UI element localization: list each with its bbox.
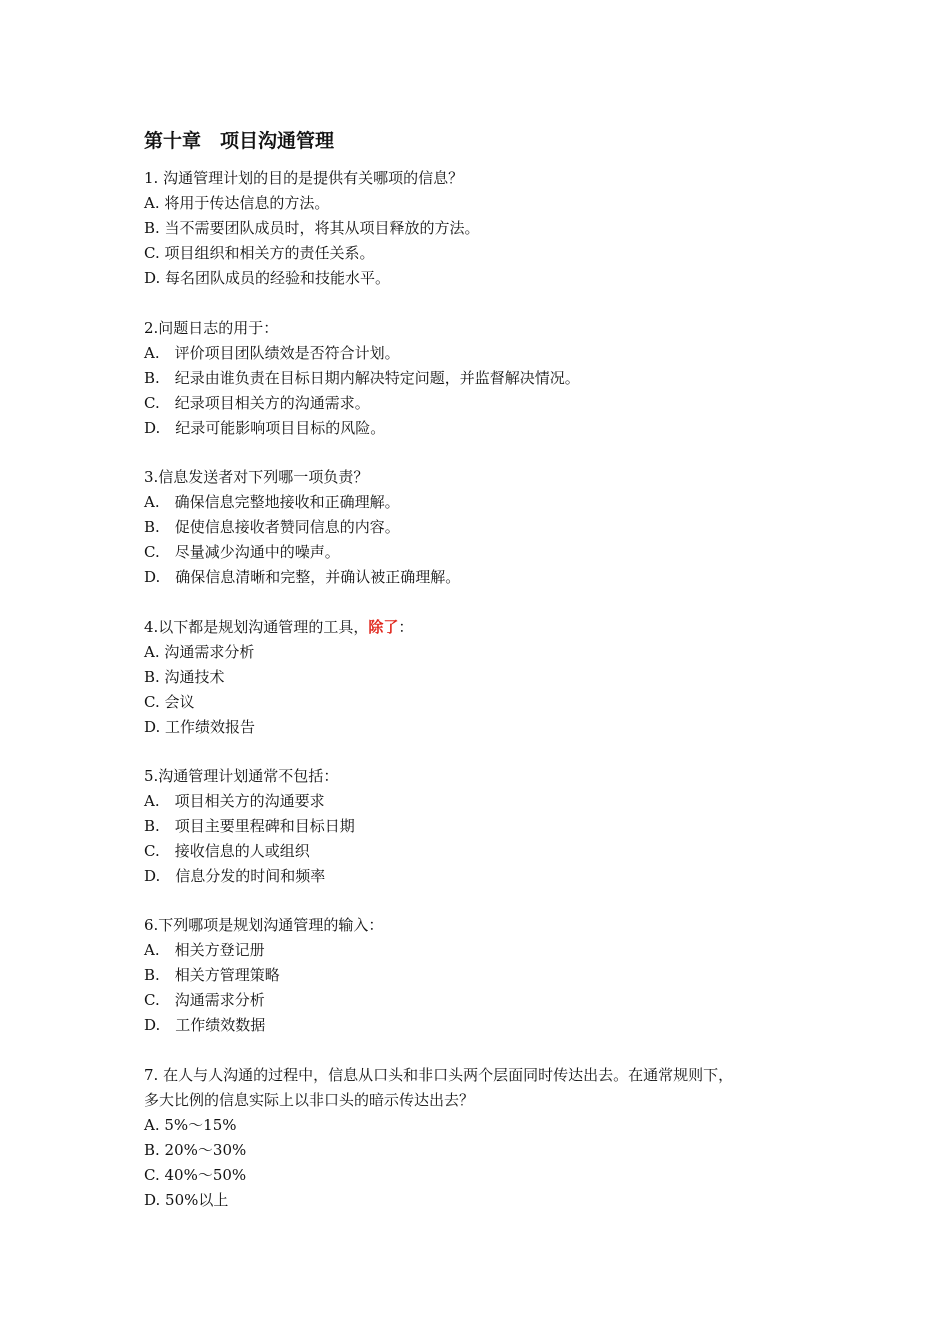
option-b: B. 20%～30% [144, 1141, 247, 1159]
option-a: A. 确保信息完整地接收和正确理解。 [144, 493, 400, 511]
question-stem: 3.信息发送者对下列哪一项负责？ [144, 468, 369, 486]
option-d: D. 50%以上 [144, 1191, 229, 1209]
option-c: C. 40%～50% [144, 1166, 247, 1184]
question-stem: 5.沟通管理计划通常不包括： [144, 767, 339, 785]
option-a: A. 项目相关方的沟通要求 [144, 792, 325, 810]
option-b: B. 纪录由谁负责在目标日期内解决特定问题，并监督解决情况。 [144, 369, 580, 387]
option-d: D. 信息分发的时间和频率 [144, 867, 326, 885]
stem-highlight: 除了 [368, 618, 399, 636]
option-c: C. 项目组织和相关方的责任关系。 [144, 244, 375, 262]
stem-text-end: ： [398, 618, 414, 636]
option-d: D. 工作绩效报告 [144, 718, 256, 736]
question-stem: 2.问题日志的用于： [144, 319, 279, 337]
option-a: A. 将用于传达信息的方法。 [144, 194, 330, 212]
option-a: A. 评价项目团队绩效是否符合计划。 [144, 344, 400, 362]
option-c: C. 尽量减少沟通中的噪声。 [144, 543, 340, 561]
question-stem: 6.下列哪项是规划沟通管理的输入： [144, 916, 384, 934]
option-b: B. 促使信息接收者赞同信息的内容。 [144, 518, 400, 536]
option-d: D. 确保信息清晰和完整，并确认被正确理解。 [144, 568, 461, 586]
option-b: B. 相关方管理策略 [144, 966, 280, 984]
option-a: A. 沟通需求分析 [144, 643, 255, 661]
question-stem-line-2: 多大比例的信息实际上以非口头的暗示传达出去？ [144, 1091, 475, 1109]
chapter-title: 第十章 项目沟通管理 [144, 130, 335, 152]
option-b: B. 项目主要里程碑和目标日期 [144, 817, 355, 835]
option-d: D. 每名团队成员的经验和技能水平。 [144, 269, 391, 287]
option-b: B. 当不需要团队成员时，将其从项目释放的方法。 [144, 219, 480, 237]
option-b: B. 沟通技术 [144, 668, 225, 686]
option-c: C. 接收信息的人或组织 [144, 842, 310, 860]
question-stem: 1. 沟通管理计划的目的是提供有关哪项的信息？ [144, 169, 464, 187]
question-stem-line-1: 7. 在人与人沟通的过程中，信息从口头和非口头两个层面同时传达出去。在通常规则下， [144, 1066, 734, 1084]
option-a: A. 5%～15% [144, 1116, 237, 1134]
option-a: A. 相关方登记册 [144, 941, 265, 959]
question-stem [144, 617, 413, 637]
option-c: C. 纪录项目相关方的沟通需求。 [144, 394, 370, 412]
option-d: D. 工作绩效数据 [144, 1016, 266, 1034]
option-c: C. 沟通需求分析 [144, 991, 265, 1009]
option-d: D. 纪录可能影响项目目标的风险。 [144, 419, 386, 437]
option-c: C. 会议 [144, 693, 195, 711]
stem-text: 4.以下都是规划沟通管理的工具， [144, 618, 369, 636]
